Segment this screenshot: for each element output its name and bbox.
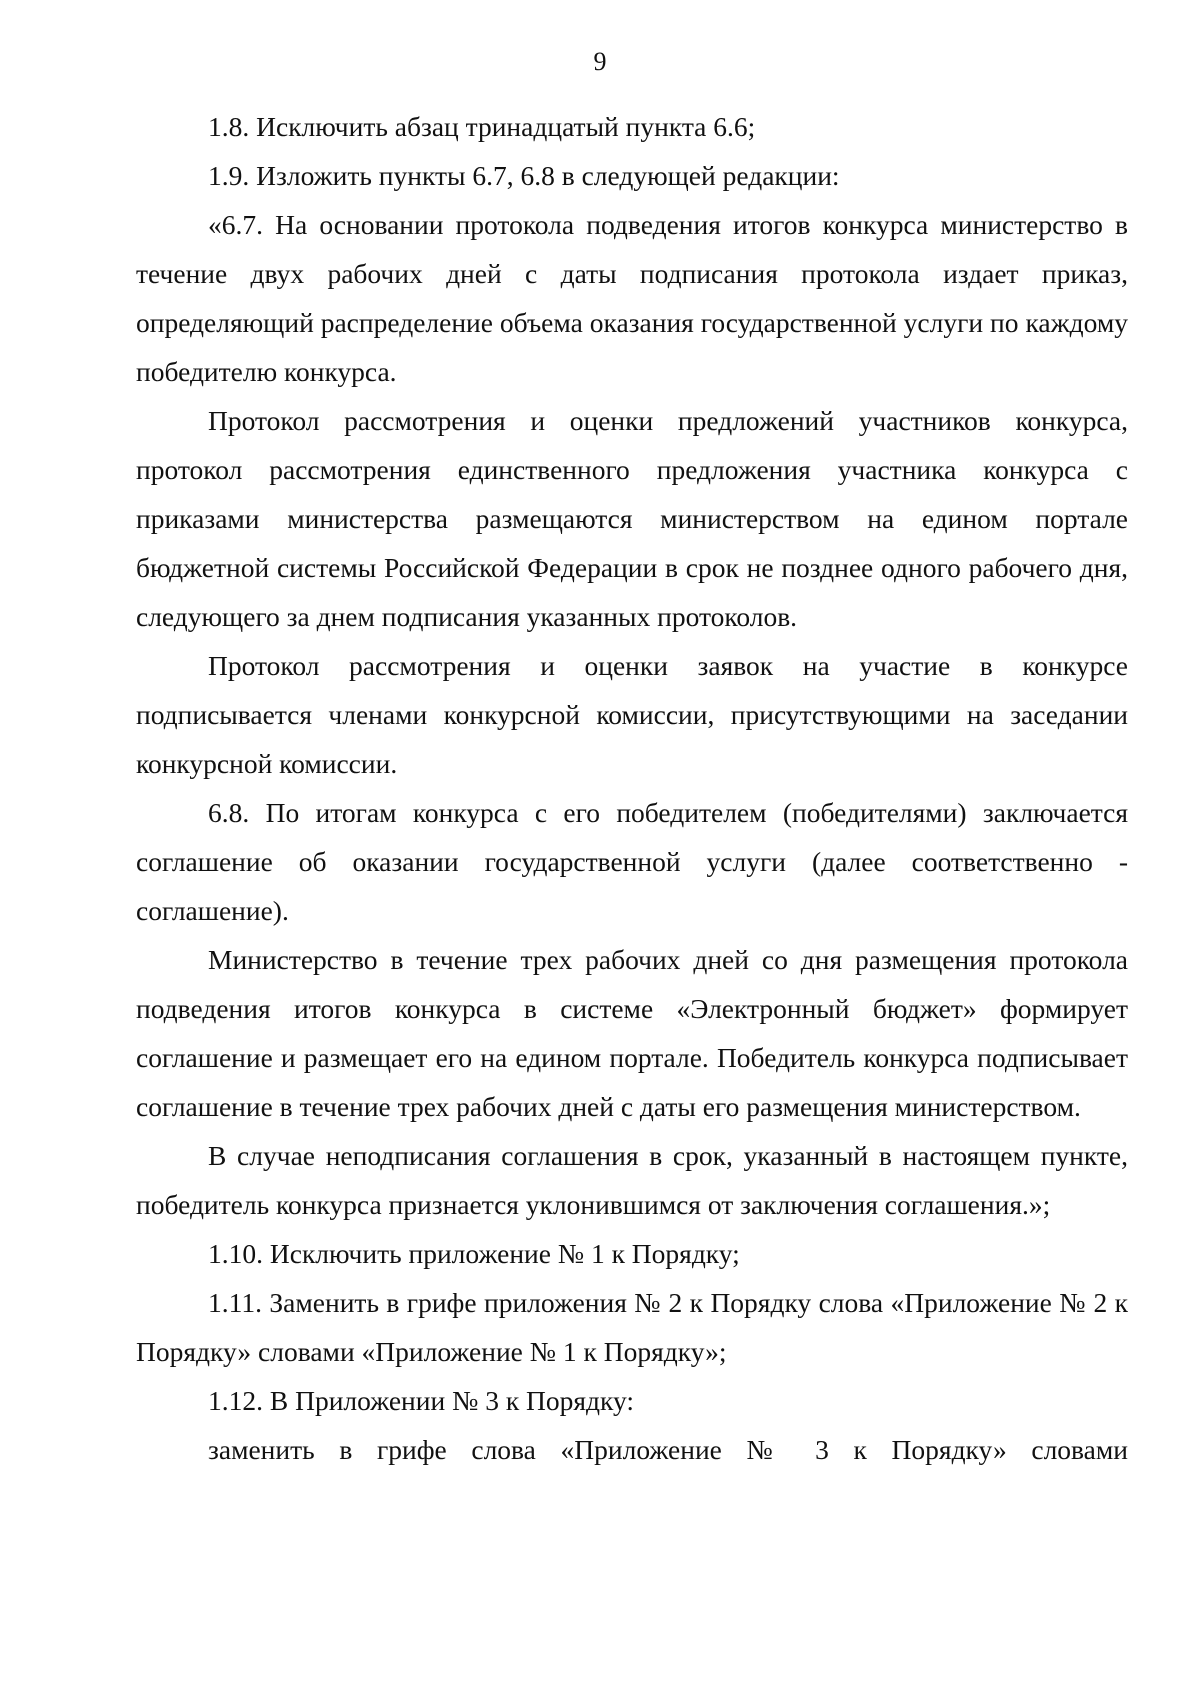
paragraph-1-9: 1.9. Изложить пункты 6.7, 6.8 в следующей редакции: xyxy=(208,160,840,191)
paragraph-1-12-item: заменить в грифе слова «Приложение № 3 к Порядку» словами xyxy=(208,1434,1128,1465)
paragraph-6-7: «6.7. На основании протокола подведения итогов конкурса министерство в течение двух рабочих дней с даты подписания протокола издает приказ, определяющий распределение объема оказания государственной услуги по каждому победителю конкурса. xyxy=(136,209,1128,387)
paragraph-protocol-publication: Протокол рассмотрения и оценки предложений участников конкурса, протокол рассмотрения единственного предложения участника конкурса с приказами министерства размещаются министерством на едином портале бюджетной системы Российской Федерации в срок не позднее одного рабочего дня, следующего за днем подписания указанных протоколов. xyxy=(136,405,1128,632)
page-number: 9 xyxy=(593,47,607,76)
paragraph-1-8: 1.8. Исключить абзац тринадцатый пункта 6.6; xyxy=(208,111,756,142)
paragraph-1-12: 1.12. В Приложении № 3 к Порядку: xyxy=(208,1385,635,1416)
paragraph-agreement-formation: Министерство в течение трех рабочих дней со дня размещения протокола подведения итогов конкурса в системе «Электронный бюджет» формирует соглашение и размещает его на едином портале. Победитель конкурса подписывает соглашение в течение трех рабочих дней с даты его размещения министерством. xyxy=(136,944,1128,1122)
paragraph-6-8: 6.8. По итогам конкурса с его победителем (победителями) заключается соглашение об оказании государственной услуги (далее соответственно - соглашение). xyxy=(136,797,1128,926)
paragraph-protocol-signing: Протокол рассмотрения и оценки заявок на участие в конкурсе подписывается членами конкурсной комиссии, присутствующими на заседании конкурсной комиссии. xyxy=(136,650,1128,779)
paragraph-1-11: 1.11. Заменить в грифе приложения № 2 к Порядку слова «Приложение № 2 к Порядку» словами «Приложение № 1 к Порядку»; xyxy=(136,1287,1128,1367)
document-body xyxy=(136,102,1128,1474)
paragraph-agreement-evasion: В случае неподписания соглашения в срок, указанный в настоящем пункте, победитель конкурса признается уклонившимся от заключения соглашения.»; xyxy=(136,1140,1128,1220)
paragraph-1-10: 1.10. Исключить приложение № 1 к Порядку; xyxy=(208,1238,740,1269)
